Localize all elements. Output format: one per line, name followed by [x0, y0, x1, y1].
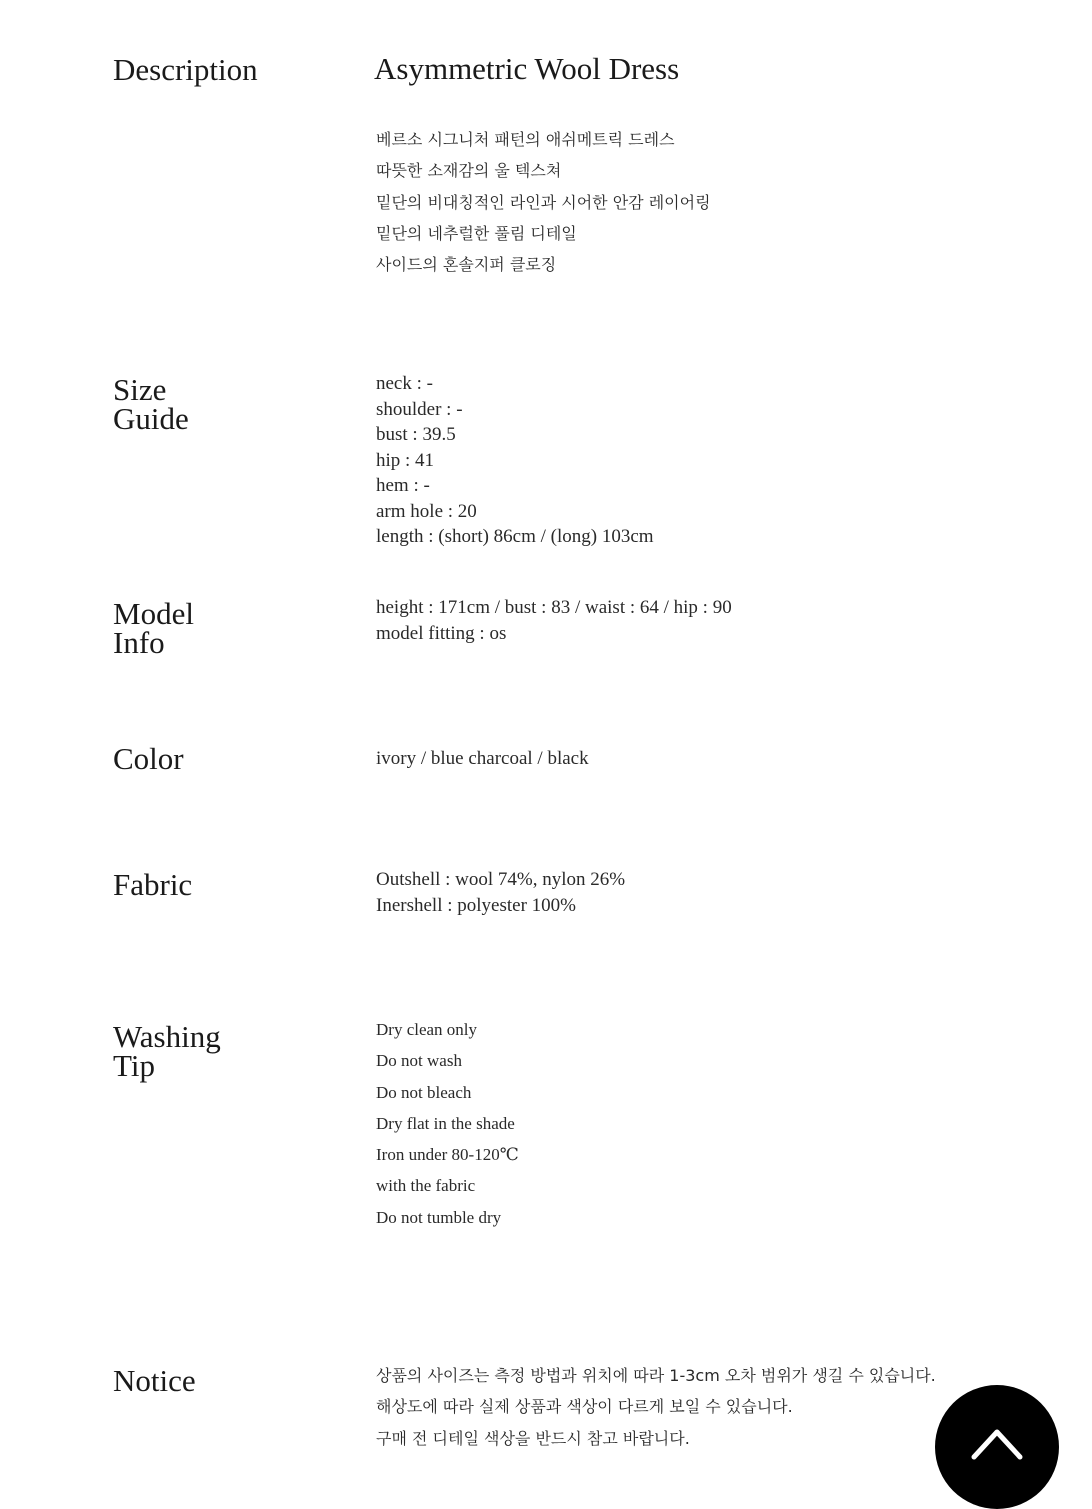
washing-tip-line: with the fabric — [376, 1176, 476, 1196]
fabric-label: Fabric — [113, 867, 193, 902]
description-line: 밑단의 비대칭적인 라인과 시어한 안감 레이어링 — [376, 192, 711, 212]
description-line: 베르소 시그니처 패턴의 애쉬메트릭 드레스 — [376, 130, 675, 149]
washing-tip-line: Do not wash — [376, 1051, 462, 1071]
size-guide-line: length : (short) 86cm / (long) 103cm — [376, 526, 654, 547]
washing-tip-line: Do not tumble dry — [376, 1207, 502, 1227]
notice-line: 구매 전 디테일 색상을 반드시 참고 바랍니다. — [376, 1428, 690, 1448]
size-guide-line: hip : 41 — [376, 449, 435, 471]
washing-tip-line: Iron under 80-120℃ — [376, 1145, 519, 1165]
size-guide-list — [376, 371, 654, 550]
scroll-to-top-button[interactable] — [935, 1385, 1059, 1509]
fabric-line: Inershell : polyester 100% — [376, 894, 576, 916]
size-guide-line: arm hole : 20 — [376, 500, 477, 522]
notice-list — [376, 1360, 936, 1454]
washing-tip-list — [376, 1014, 519, 1233]
washing-tip-line: Do not bleach — [376, 1082, 472, 1102]
color-label: Color — [113, 741, 184, 776]
product-title: Asymmetric Wool Dress — [374, 51, 680, 86]
size-guide-line: bust : 39.5 — [376, 424, 456, 445]
description-list — [376, 124, 711, 280]
model-info-list — [376, 595, 732, 646]
notice-line: 해상도에 따라 실제 상품과 색상이 다르게 보일 수 있습니다. — [376, 1397, 793, 1417]
washing-tip-line: Dry clean only — [376, 1020, 478, 1039]
color-line: ivory / blue charcoal / black — [376, 748, 589, 769]
size-guide-line: shoulder : - — [376, 398, 463, 420]
description-label: Description — [113, 52, 258, 87]
chevron-up-icon — [935, 1385, 1059, 1509]
washing-tip-line: Dry flat in the shade — [376, 1113, 515, 1133]
notice-label: Notice — [113, 1363, 196, 1398]
color-list — [376, 746, 589, 772]
model-info-line: height : 171cm / bust : 83 / waist : 64 / hip : 90 — [376, 597, 732, 618]
description-line: 밑단의 네추럴한 풀림 디테일 — [376, 223, 577, 243]
description-line: 따뜻한 소재감의 울 텍스쳐 — [376, 161, 562, 181]
fabric-list — [376, 867, 625, 918]
washing-tip-label: Washing Tip — [113, 1019, 221, 1083]
fabric-line: Outshell : wool 74%, nylon 26% — [376, 869, 626, 890]
description-line: 사이드의 혼솔지퍼 클로징 — [376, 255, 557, 275]
size-guide-line: neck : - — [376, 373, 433, 394]
model-info-label: Model Info — [113, 596, 194, 660]
size-guide-line: hem : - — [376, 475, 430, 496]
model-info-line: model fitting : os — [376, 622, 507, 644]
notice-line: 상품의 사이즈는 측정 방법과 위치에 따라 1-3cm 오차 범위가 생길 수 있습니다. — [376, 1366, 936, 1385]
size-guide-label: Size Guide — [113, 372, 189, 436]
